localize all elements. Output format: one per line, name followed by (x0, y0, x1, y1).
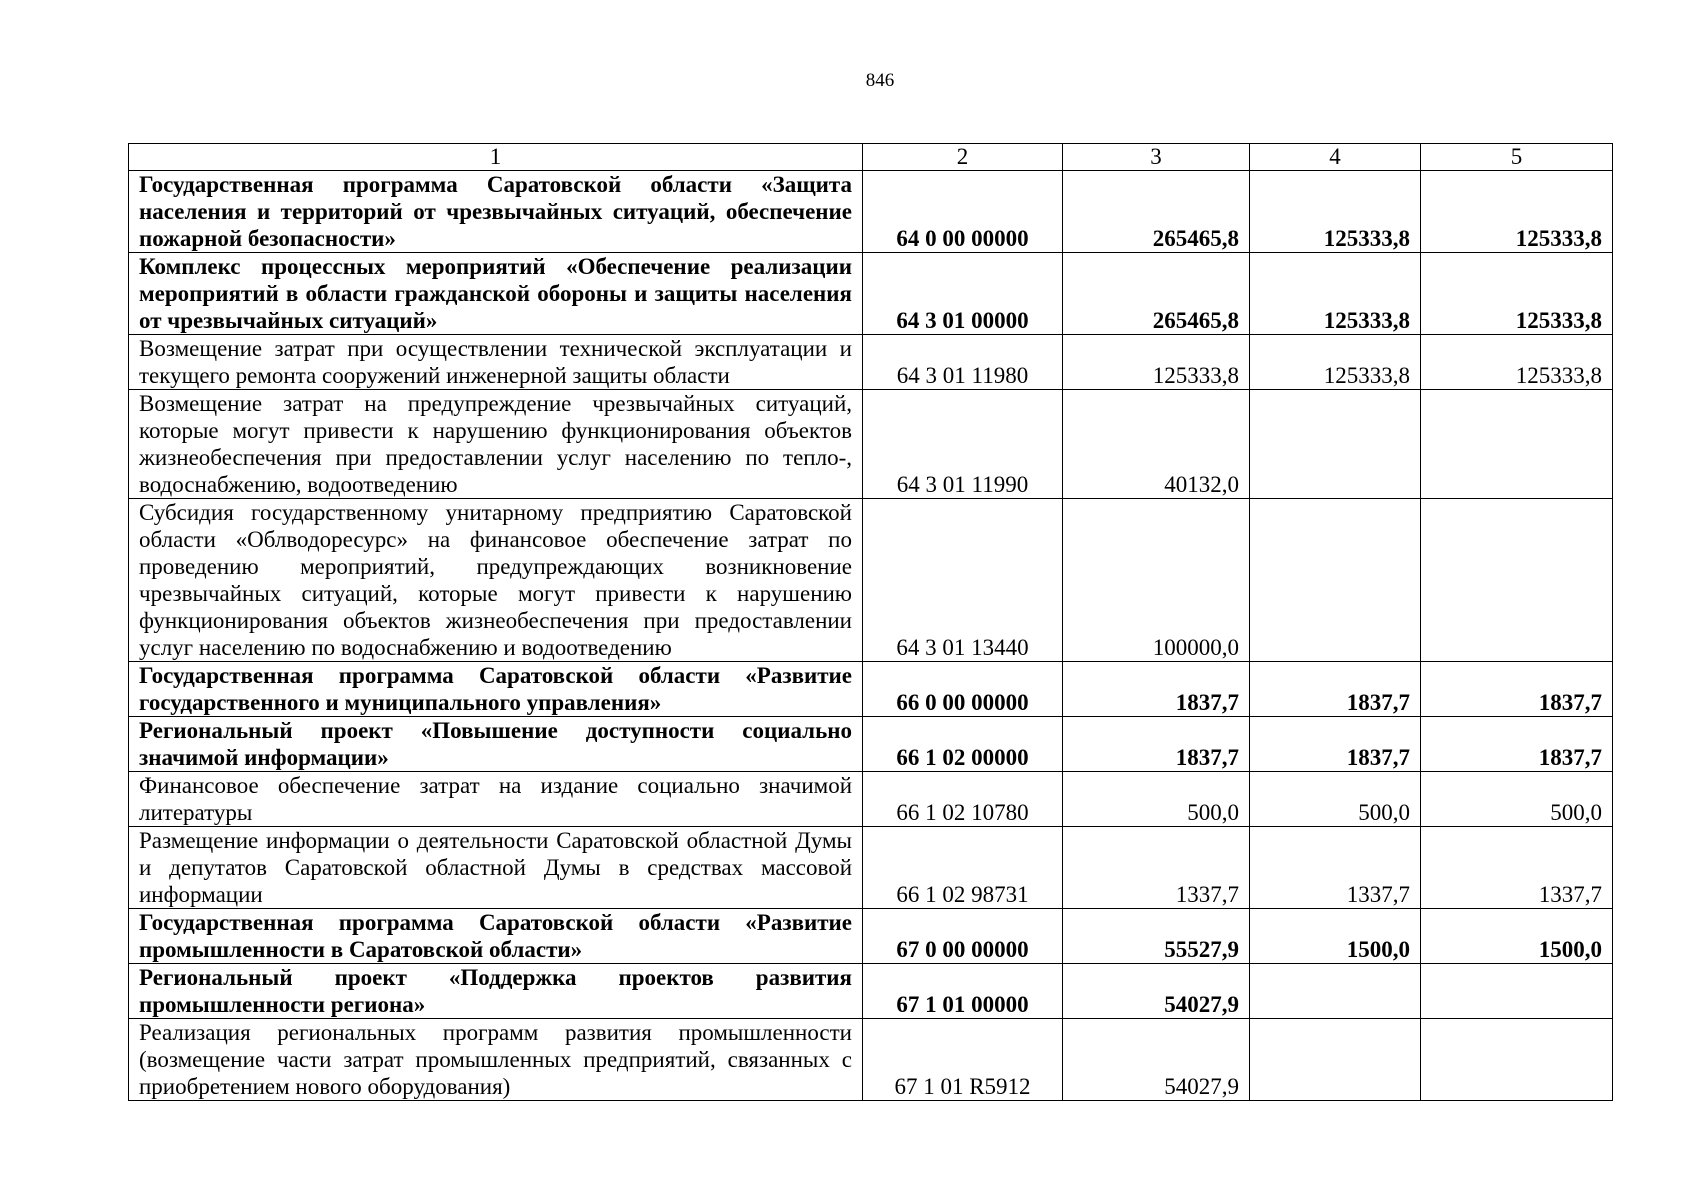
row-value-col4-cell: 1500,0 (1250, 909, 1421, 964)
row-code-cell: 66 0 00 00000 (863, 662, 1063, 717)
row-name-cell: Возмещение затрат при осуществлении технической эксплуатации и текущего ремонта сооружений инженерной защиты области (129, 335, 863, 390)
table-row (129, 772, 1613, 827)
row-code-cell: 66 1 02 10780 (863, 772, 1063, 827)
row-code-cell: 66 1 02 00000 (863, 717, 1063, 772)
row-value-col4-cell (1250, 499, 1421, 662)
row-value-col3-cell: 1837,7 (1063, 662, 1250, 717)
table-row (129, 909, 1613, 964)
row-name-cell: Региональный проект «Поддержка проектов развития промышленности региона» (129, 964, 863, 1019)
row-value-col5-cell: 125333,8 (1421, 253, 1613, 335)
row-value-col5-cell (1421, 964, 1613, 1019)
table-row (129, 253, 1613, 335)
row-value-col3-cell: 265465,8 (1063, 171, 1250, 253)
row-name-cell: Государственная программа Саратовской области «Развитие промышленности в Саратовской области» (129, 909, 863, 964)
row-value-col5-cell: 125333,8 (1421, 335, 1613, 390)
row-value-col3-cell: 1837,7 (1063, 717, 1250, 772)
table-row (129, 1019, 1613, 1101)
table-row (129, 390, 1613, 499)
row-value-col5-cell (1421, 390, 1613, 499)
row-name-cell: Возмещение затрат на предупреждение чрезвычайных ситуаций, которые могут привести к нарушению функционирования объектов жизнеобеспечения при предоставлении услуг населению по тепло-, водоснабжению, водоотведению (129, 390, 863, 499)
row-code-cell: 67 0 00 00000 (863, 909, 1063, 964)
column-header-4: 4 (1250, 144, 1421, 171)
row-value-col4-cell: 1837,7 (1250, 717, 1421, 772)
header-row (129, 144, 1613, 171)
row-value-col5-cell (1421, 1019, 1613, 1101)
row-value-col5-cell: 1837,7 (1421, 717, 1613, 772)
row-name-cell: Региональный проект «Повышение доступности социально значимой информации» (129, 717, 863, 772)
row-name-cell: Государственная программа Саратовской области «Развитие государственного и муниципального управления» (129, 662, 863, 717)
row-value-col3-cell: 125333,8 (1063, 335, 1250, 390)
table-row (129, 964, 1613, 1019)
page-number: 846 (865, 70, 895, 91)
row-code-cell: 67 1 01 00000 (863, 964, 1063, 1019)
table-row (129, 662, 1613, 717)
row-value-col3-cell: 1337,7 (1063, 827, 1250, 909)
row-value-col5-cell: 1500,0 (1421, 909, 1613, 964)
table-row (129, 827, 1613, 909)
table-row (129, 717, 1613, 772)
row-value-col3-cell: 100000,0 (1063, 499, 1250, 662)
row-value-col5-cell: 1337,7 (1421, 827, 1613, 909)
row-name-cell: Финансовое обеспечение затрат на издание социально значимой литературы (129, 772, 863, 827)
column-header-5: 5 (1421, 144, 1613, 171)
table-body (129, 171, 1613, 1101)
row-code-cell: 64 3 01 00000 (863, 253, 1063, 335)
row-value-col5-cell: 1837,7 (1421, 662, 1613, 717)
row-value-col3-cell: 265465,8 (1063, 253, 1250, 335)
row-value-col3-cell: 500,0 (1063, 772, 1250, 827)
row-value-col5-cell: 500,0 (1421, 772, 1613, 827)
column-header-2: 2 (863, 144, 1063, 171)
row-code-cell: 64 0 00 00000 (863, 171, 1063, 253)
row-name-cell: Реализация региональных программ развития промышленности (возмещение части затрат промышленных предприятий, связанных с приобретением нового оборудования) (129, 1019, 863, 1101)
budget-table (128, 143, 1613, 1101)
table-row (129, 499, 1613, 662)
row-value-col5-cell (1421, 499, 1613, 662)
row-value-col4-cell: 125333,8 (1250, 335, 1421, 390)
row-value-col4-cell: 1337,7 (1250, 827, 1421, 909)
row-value-col4-cell (1250, 1019, 1421, 1101)
row-value-col4-cell: 125333,8 (1250, 253, 1421, 335)
row-code-cell: 67 1 01 R5912 (863, 1019, 1063, 1101)
table-row (129, 335, 1613, 390)
row-value-col4-cell (1250, 390, 1421, 499)
row-code-cell: 66 1 02 98731 (863, 827, 1063, 909)
row-value-col3-cell: 54027,9 (1063, 964, 1250, 1019)
row-name-cell: Размещение информации о деятельности Саратовской областной Думы и депутатов Саратовской областной Думы в средствах массовой информации (129, 827, 863, 909)
row-name-cell: Комплекс процессных мероприятий «Обеспечение реализации мероприятий в области гражданской обороны и защиты населения от чрезвычайных ситуаций» (129, 253, 863, 335)
row-name-cell: Государственная программа Саратовской области «Защита населения и территорий от чрезвычайных ситуаций, обеспечение пожарной безопасности» (129, 171, 863, 253)
row-value-col5-cell: 125333,8 (1421, 171, 1613, 253)
row-code-cell: 64 3 01 13440 (863, 499, 1063, 662)
row-code-cell: 64 3 01 11990 (863, 390, 1063, 499)
row-code-cell: 64 3 01 11980 (863, 335, 1063, 390)
row-value-col3-cell: 54027,9 (1063, 1019, 1250, 1101)
column-header-3: 3 (1063, 144, 1250, 171)
row-value-col3-cell: 55527,9 (1063, 909, 1250, 964)
table-row (129, 171, 1613, 253)
row-name-cell: Субсидия государственному унитарному предприятию Саратовской области «Облводоресурс» на финансовое обеспечение затрат по проведению мероприятий, предупреждающих возникновение чрезвычайных ситуаций, которые могут привести к нарушению функционирования объектов жизнеобеспечения при предоставлении услуг населению по водоснабжению и водоотведению (129, 499, 863, 662)
row-value-col4-cell: 500,0 (1250, 772, 1421, 827)
row-value-col3-cell: 40132,0 (1063, 390, 1250, 499)
row-value-col4-cell: 125333,8 (1250, 171, 1421, 253)
column-header-1: 1 (129, 144, 863, 171)
row-value-col4-cell (1250, 964, 1421, 1019)
row-value-col4-cell: 1837,7 (1250, 662, 1421, 717)
